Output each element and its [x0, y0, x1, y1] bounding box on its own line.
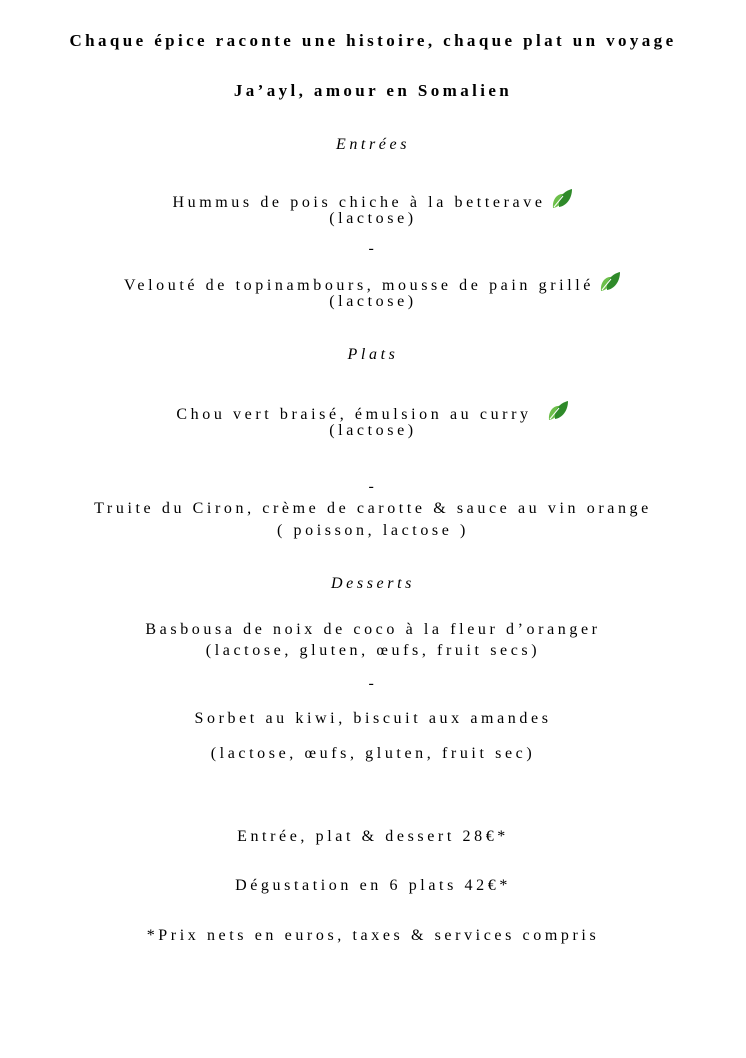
section-heading-desserts: Desserts [331, 575, 415, 592]
vegetarian-leaf-icon [550, 187, 574, 211]
dish-allergens: (lactose) [329, 422, 417, 439]
dish-name: Truite du Ciron, crème de carotte & sauce au vin orange [94, 500, 652, 517]
vegetarian-leaf-icon [598, 270, 622, 294]
vegetarian-leaf-icon [546, 399, 570, 423]
price-note: *Prix nets en euros, taxes & services compris [146, 927, 600, 944]
dish-allergens: (lactose) [329, 210, 417, 227]
dish-name-text: Velouté de topinambours, mousse de pain grillé [124, 277, 594, 294]
dish-name: Sorbet au kiwi, biscuit aux amandes [194, 710, 552, 727]
tagline: Chaque épice raconte une histoire, chaque plat un voyage [69, 31, 677, 50]
dish-name-text: Hummus de pois chiche à la betterave [172, 194, 546, 211]
dish-separator: - [368, 240, 378, 257]
dish-allergens: (lactose, gluten, œufs, fruit secs) [205, 642, 541, 659]
dish-separator: - [368, 478, 378, 495]
dish-separator: - [368, 675, 378, 692]
dish-allergens: (lactose, œufs, gluten, fruit sec) [210, 745, 536, 762]
section-heading-plats: Plats [347, 346, 399, 363]
dish-allergens: ( poisson, lactose ) [277, 522, 469, 539]
dish-allergens: (lactose) [329, 293, 417, 310]
dish-name-text: Chou vert braisé, émulsion au curry [176, 406, 532, 423]
menu-title: Ja’ayl, amour en Somalien [233, 81, 513, 100]
price-tasting: Dégustation en 6 plats 42€* [235, 877, 511, 894]
section-heading-entrees: Entrées [335, 136, 411, 153]
dish-name: Basbousa de noix de coco à la fleur d’oranger [145, 621, 601, 638]
price-menu: Entrée, plat & dessert 28€* [237, 828, 509, 845]
